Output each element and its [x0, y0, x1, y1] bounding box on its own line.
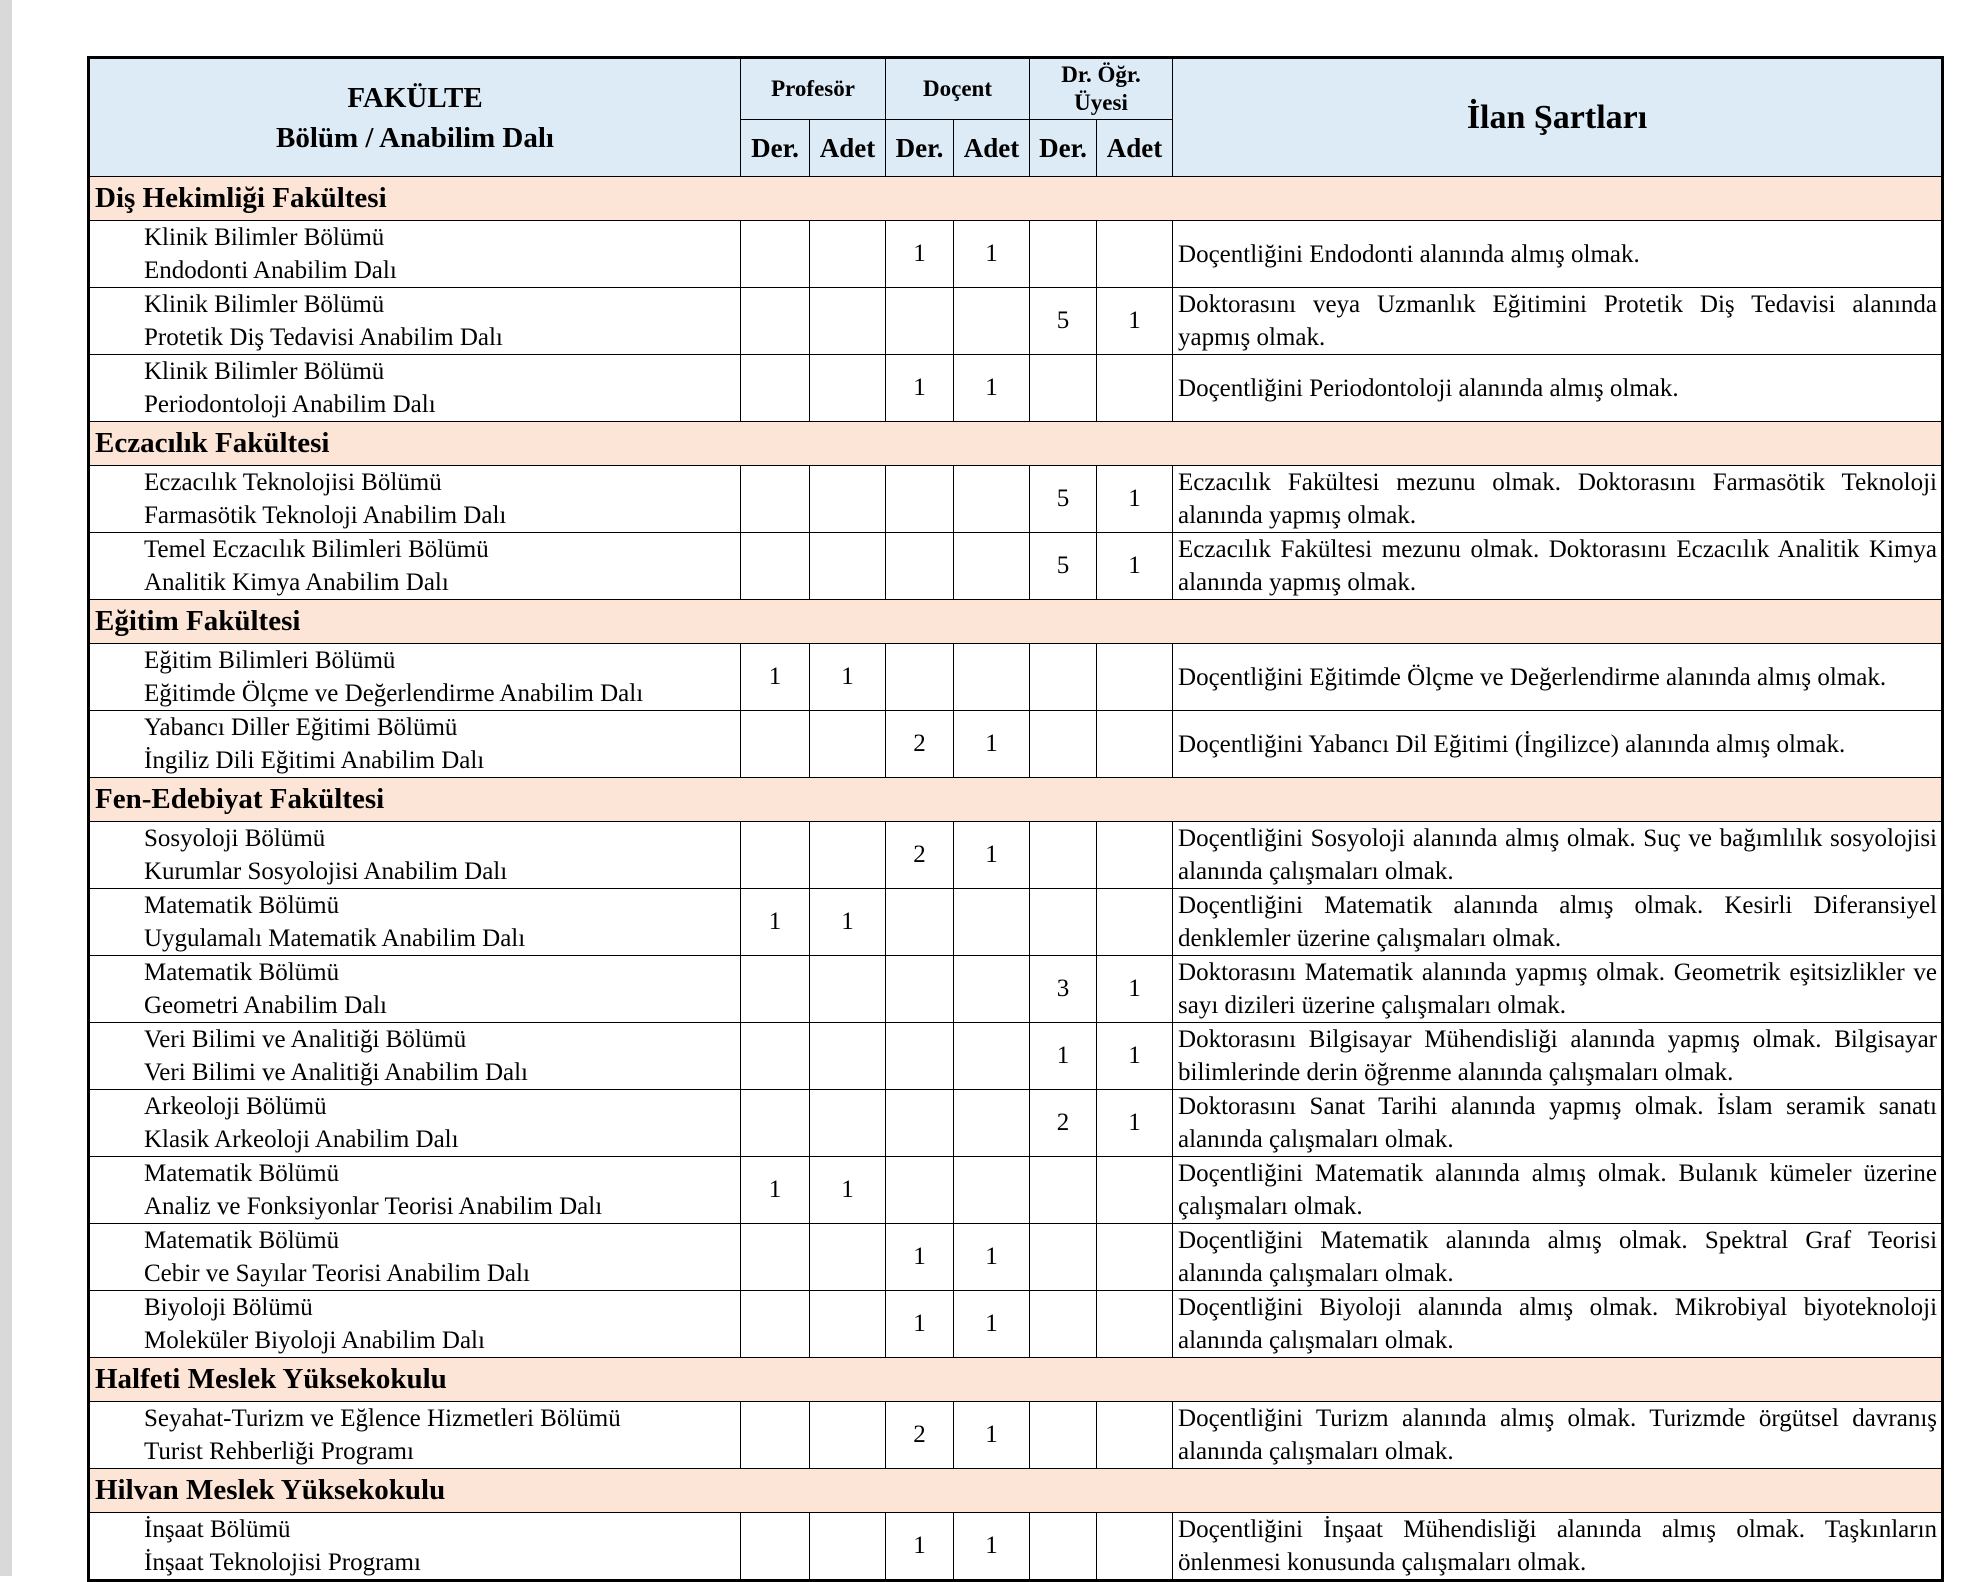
doc-der-cell: [886, 889, 954, 956]
faculty-row: [89, 600, 1943, 644]
requirement-text: Doçentliğini İnşaat Mühendisliği alanında almış olmak. Taşkınların önlenmesi konusunda çalışmaları olmak.: [1173, 1513, 1943, 1581]
dr-adet-cell: [1097, 822, 1173, 889]
requirement-text: Doçentliğini Turizm alanında almış olmak. Turizmde örgütsel davranış alanında çalışmaları olmak.: [1173, 1402, 1943, 1469]
doc-adet-header: Adet: [954, 120, 1030, 177]
doc-der-cell: 1: [886, 1513, 954, 1581]
dr-der-cell: [1030, 711, 1097, 778]
prof-adet-cell: [810, 533, 886, 600]
division-name: Periodontoloji Anabilim Dalı: [144, 391, 436, 418]
doc-der-cell: [886, 466, 954, 533]
department-cell: [89, 1513, 741, 1581]
dr-adet-cell: 1: [1097, 466, 1173, 533]
table-row: [89, 711, 1943, 778]
department-cell: [89, 221, 741, 288]
faculty-name: Hilvan Meslek Yüksekokulu: [89, 1469, 1943, 1513]
announcement-table-body: [89, 177, 1943, 1581]
department-name: İnşaat Bölümü: [144, 1516, 291, 1543]
doc-der-cell: [886, 956, 954, 1023]
doc-der-cell: 1: [886, 355, 954, 422]
doc-adet-cell: 1: [954, 822, 1030, 889]
prof-der-cell: [741, 1291, 810, 1358]
table-row: [89, 1513, 1943, 1581]
department-cell: [89, 355, 741, 422]
dr-der-cell: [1030, 221, 1097, 288]
department-cell: [89, 956, 741, 1023]
prof-adet-cell: [810, 956, 886, 1023]
prof-adet-cell: [810, 355, 886, 422]
doc-der-cell: 1: [886, 221, 954, 288]
dr-der-cell: 5: [1030, 533, 1097, 600]
department-name: Klinik Bilimler Bölümü: [144, 224, 385, 251]
doc-adet-cell: 1: [954, 1513, 1030, 1581]
doc-adet-cell: [954, 889, 1030, 956]
table-row: [89, 822, 1943, 889]
faculty-row: [89, 1469, 1943, 1513]
department-cell: [89, 644, 741, 711]
dr-adet-cell: 1: [1097, 1090, 1173, 1157]
doc-adet-cell: [954, 644, 1030, 711]
table-row: [89, 288, 1943, 355]
requirement-text: Doçentliğini Yabancı Dil Eğitimi (İngilizce) alanında almış olmak.: [1173, 711, 1943, 778]
dr-adet-cell: [1097, 355, 1173, 422]
doc-adet-cell: 1: [954, 1402, 1030, 1469]
prof-adet-header: Adet: [810, 120, 886, 177]
doc-der-header: Der.: [886, 120, 954, 177]
doc-der-cell: [886, 1157, 954, 1224]
department-header-title: Bölüm / Anabilim Dalı: [276, 121, 554, 154]
faculty-row: [89, 778, 1943, 822]
doc-adet-cell: 1: [954, 1291, 1030, 1358]
associate-professor-header: Doçent: [886, 58, 1030, 120]
doc-adet-cell: 1: [954, 355, 1030, 422]
prof-der-cell: [741, 288, 810, 355]
faculty-name: Diş Hekimliği Fakültesi: [89, 177, 1943, 221]
dr-adet-header: Adet: [1097, 120, 1173, 177]
department-name: Veri Bilimi ve Analitiği Bölümü: [144, 1026, 467, 1053]
table-row: [89, 533, 1943, 600]
faculty-name: Eğitim Fakültesi: [89, 600, 1943, 644]
doc-der-cell: [886, 1090, 954, 1157]
assistant-professor-header: [1030, 58, 1173, 120]
department-cell: [89, 466, 741, 533]
requirement-text: Doçentliğini Matematik alanında almış olmak. Kesirli Diferansiyel denklemler üzerine çalışmaları olmak.: [1173, 889, 1943, 956]
prof-der-cell: [741, 1402, 810, 1469]
announcement-sheet: [87, 56, 1941, 1582]
dr-der-cell: [1030, 355, 1097, 422]
department-name: Sosyoloji Bölümü: [144, 825, 326, 852]
prof-der-header: Der.: [741, 120, 810, 177]
faculty-header-title: FAKÜLTE: [347, 81, 483, 114]
dr-der-cell: 3: [1030, 956, 1097, 1023]
division-name: Farmasötik Teknoloji Anabilim Dalı: [144, 502, 507, 529]
requirement-text: Doçentliğini Sosyoloji alanında almış olmak. Suç ve bağımlılık sosyolojisi alanında çalışmaları olmak.: [1173, 822, 1943, 889]
dr-adet-cell: [1097, 889, 1173, 956]
prof-adet-cell: [810, 711, 886, 778]
department-name: Seyahat-Turizm ve Eğlence Hizmetleri Bölümü: [144, 1405, 621, 1432]
division-name: Protetik Diş Tedavisi Anabilim Dalı: [144, 324, 503, 351]
prof-der-cell: [741, 711, 810, 778]
requirement-text: Doçentliğini Eğitimde Ölçme ve Değerlendirme alanında almış olmak.: [1173, 644, 1943, 711]
prof-der-cell: [741, 221, 810, 288]
table-row: [89, 1023, 1943, 1090]
prof-adet-cell: [810, 1090, 886, 1157]
faculty-name: Fen-Edebiyat Fakültesi: [89, 778, 1943, 822]
requirement-text: Doçentliğini Matematik alanında almış olmak. Spektral Graf Teorisi alanında çalışmaları olmak.: [1173, 1224, 1943, 1291]
prof-adet-cell: [810, 288, 886, 355]
requirement-text: Doktorasını Sanat Tarihi alanında yapmış olmak. İslam seramik sanatı alanında çalışmaları olmak.: [1173, 1090, 1943, 1157]
prof-adet-cell: [810, 1224, 886, 1291]
doc-adet-cell: [954, 956, 1030, 1023]
doc-adet-cell: [954, 288, 1030, 355]
department-cell: [89, 1224, 741, 1291]
faculty-name: Eczacılık Fakültesi: [89, 422, 1943, 466]
doc-der-cell: 2: [886, 822, 954, 889]
faculty-row: [89, 422, 1943, 466]
requirement-text: Eczacılık Fakültesi mezunu olmak. Doktorasını Farmasötik Teknoloji alanında yapmış olmak.: [1173, 466, 1943, 533]
header-row-top: [89, 58, 1943, 120]
dr-der-cell: [1030, 1291, 1097, 1358]
doc-der-cell: 1: [886, 1291, 954, 1358]
doc-der-cell: [886, 1023, 954, 1090]
prof-adet-cell: [810, 1402, 886, 1469]
dr-adet-cell: 1: [1097, 533, 1173, 600]
department-cell: [89, 1023, 741, 1090]
table-row: [89, 221, 1943, 288]
department-name: Yabancı Diller Eğitimi Bölümü: [144, 714, 458, 741]
announcement-table: [87, 56, 1944, 1582]
department-name: Matematik Bölümü: [144, 892, 340, 919]
requirement-text: Doçentliğini Periodontoloji alanında almış olmak.: [1173, 355, 1943, 422]
dr-der-cell: 2: [1030, 1090, 1097, 1157]
prof-adet-cell: 1: [810, 644, 886, 711]
doc-adet-cell: [954, 533, 1030, 600]
requirement-text: Doçentliğini Biyoloji alanında almış olmak. Mikrobiyal biyoteknoloji alanında çalışmaları olmak.: [1173, 1291, 1943, 1358]
faculty-name: Halfeti Meslek Yüksekokulu: [89, 1358, 1943, 1402]
prof-adet-cell: [810, 1291, 886, 1358]
dr-der-cell: [1030, 1513, 1097, 1581]
prof-der-cell: 1: [741, 644, 810, 711]
faculty-header: [89, 58, 741, 177]
department-name: Eczacılık Teknolojisi Bölümü: [144, 469, 442, 496]
department-name: Klinik Bilimler Bölümü: [144, 358, 385, 385]
doc-der-cell: [886, 533, 954, 600]
prof-adet-cell: [810, 221, 886, 288]
faculty-row: [89, 1358, 1943, 1402]
dr-adet-cell: 1: [1097, 1023, 1173, 1090]
dr-der-cell: 1: [1030, 1023, 1097, 1090]
dr-adet-cell: [1097, 1157, 1173, 1224]
division-name: Kurumlar Sosyolojisi Anabilim Dalı: [144, 858, 508, 885]
division-name: Analiz ve Fonksiyonlar Teorisi Anabilim Dalı: [144, 1193, 603, 1220]
prof-der-cell: 1: [741, 889, 810, 956]
table-row: [89, 1291, 1943, 1358]
department-name: Klinik Bilimler Bölümü: [144, 291, 385, 318]
dr-adet-cell: [1097, 1513, 1173, 1581]
prof-der-cell: [741, 466, 810, 533]
table-row: [89, 1402, 1943, 1469]
dr-der-cell: 5: [1030, 466, 1097, 533]
requirement-text: Doktorasını Matematik alanında yapmış olmak. Geometrik eşitsizlikler ve sayı dizileri üzerine çalışmaları olmak.: [1173, 956, 1943, 1023]
department-name: Arkeoloji Bölümü: [144, 1093, 327, 1120]
department-name: Biyoloji Bölümü: [144, 1294, 313, 1321]
prof-der-cell: [741, 1090, 810, 1157]
department-cell: [89, 1090, 741, 1157]
prof-adet-cell: 1: [810, 1157, 886, 1224]
department-cell: [89, 1402, 741, 1469]
dr-der-header: Der.: [1030, 120, 1097, 177]
prof-der-cell: [741, 956, 810, 1023]
dr-der-cell: [1030, 1224, 1097, 1291]
prof-adet-cell: [810, 1513, 886, 1581]
doc-der-cell: [886, 644, 954, 711]
department-name: Matematik Bölümü: [144, 959, 340, 986]
division-name: İngiliz Dili Eğitimi Anabilim Dalı: [144, 747, 485, 774]
requirements-header: İlan Şartları: [1173, 58, 1943, 177]
department-cell: [89, 889, 741, 956]
requirement-text: Doktorasını veya Uzmanlık Eğitimini Protetik Diş Tedavisi alanında yapmış olmak.: [1173, 288, 1943, 355]
table-row: [89, 1090, 1943, 1157]
dr-adet-cell: [1097, 711, 1173, 778]
division-name: Turist Rehberliği Programı: [144, 1438, 414, 1465]
department-name: Matematik Bölümü: [144, 1160, 340, 1187]
prof-adet-cell: 1: [810, 889, 886, 956]
doc-der-cell: 2: [886, 711, 954, 778]
dr-der-cell: [1030, 889, 1097, 956]
dr-adet-cell: 1: [1097, 956, 1173, 1023]
table-row: [89, 889, 1943, 956]
table-row: [89, 1224, 1943, 1291]
department-cell: [89, 1157, 741, 1224]
prof-der-cell: [741, 1224, 810, 1291]
division-name: İnşaat Teknolojisi Programı: [144, 1549, 421, 1576]
faculty-row: [89, 177, 1943, 221]
division-name: Eğitimde Ölçme ve Değerlendirme Anabilim Dalı: [144, 680, 644, 707]
prof-adet-cell: [810, 822, 886, 889]
dr-adet-cell: [1097, 1224, 1173, 1291]
prof-adet-cell: [810, 466, 886, 533]
prof-der-cell: [741, 1023, 810, 1090]
prof-der-cell: [741, 533, 810, 600]
division-name: Moleküler Biyoloji Anabilim Dalı: [144, 1327, 485, 1354]
table-row: [89, 355, 1943, 422]
dr-der-cell: [1030, 1157, 1097, 1224]
dr-adet-cell: [1097, 221, 1173, 288]
prof-der-cell: [741, 822, 810, 889]
doc-adet-cell: 1: [954, 1224, 1030, 1291]
table-row: [89, 956, 1943, 1023]
department-cell: [89, 533, 741, 600]
table-row: [89, 466, 1943, 533]
doc-adet-cell: 1: [954, 221, 1030, 288]
dr-adet-cell: 1: [1097, 288, 1173, 355]
doc-der-cell: [886, 288, 954, 355]
department-name: Temel Eczacılık Bilimleri Bölümü: [144, 536, 489, 563]
department-cell: [89, 1291, 741, 1358]
requirement-text: Eczacılık Fakültesi mezunu olmak. Doktorasını Eczacılık Analitik Kimya alanında yapmış olmak.: [1173, 533, 1943, 600]
dr-der-cell: 5: [1030, 288, 1097, 355]
dr-adet-cell: [1097, 644, 1173, 711]
doc-der-cell: 1: [886, 1224, 954, 1291]
division-name: Veri Bilimi ve Analitiği Anabilim Dalı: [144, 1059, 528, 1086]
doc-adet-cell: [954, 466, 1030, 533]
dr-adet-cell: [1097, 1402, 1173, 1469]
department-cell: [89, 711, 741, 778]
division-name: Cebir ve Sayılar Teorisi Anabilim Dalı: [144, 1260, 530, 1287]
doc-adet-cell: [954, 1157, 1030, 1224]
dr-adet-cell: [1097, 1291, 1173, 1358]
dr-der-cell: [1030, 1402, 1097, 1469]
table-row: [89, 1157, 1943, 1224]
requirement-text: Doçentliğini Matematik alanında almış olmak. Bulanık kümeler üzerine çalışmaları olmak.: [1173, 1157, 1943, 1224]
prof-der-cell: [741, 1513, 810, 1581]
left-margin-strip: [0, 0, 12, 1576]
prof-der-cell: 1: [741, 1157, 810, 1224]
doc-der-cell: 2: [886, 1402, 954, 1469]
requirement-text: Doçentliğini Endodonti alanında almış olmak.: [1173, 221, 1943, 288]
department-name: Eğitim Bilimleri Bölümü: [144, 647, 396, 674]
assistant-professor-header-label: Dr. Öğr. Üyesi: [1061, 62, 1141, 115]
dr-der-cell: [1030, 644, 1097, 711]
division-name: Uygulamalı Matematik Anabilim Dalı: [144, 925, 526, 952]
division-name: Endodonti Anabilim Dalı: [144, 257, 397, 284]
doc-adet-cell: [954, 1090, 1030, 1157]
department-cell: [89, 288, 741, 355]
table-row: [89, 644, 1943, 711]
doc-adet-cell: [954, 1023, 1030, 1090]
department-name: Matematik Bölümü: [144, 1227, 340, 1254]
dr-der-cell: [1030, 822, 1097, 889]
doc-adet-cell: 1: [954, 711, 1030, 778]
prof-adet-cell: [810, 1023, 886, 1090]
division-name: Geometri Anabilim Dalı: [144, 992, 388, 1019]
professor-header: Profesör: [741, 58, 886, 120]
division-name: Analitik Kimya Anabilim Dalı: [144, 569, 449, 596]
division-name: Klasik Arkeoloji Anabilim Dalı: [144, 1126, 459, 1153]
requirement-text: Doktorasını Bilgisayar Mühendisliği alanında yapmış olmak. Bilgisayar bilimlerinde derin öğrenme alanında çalışmaları olmak.: [1173, 1023, 1943, 1090]
department-cell: [89, 822, 741, 889]
prof-der-cell: [741, 355, 810, 422]
